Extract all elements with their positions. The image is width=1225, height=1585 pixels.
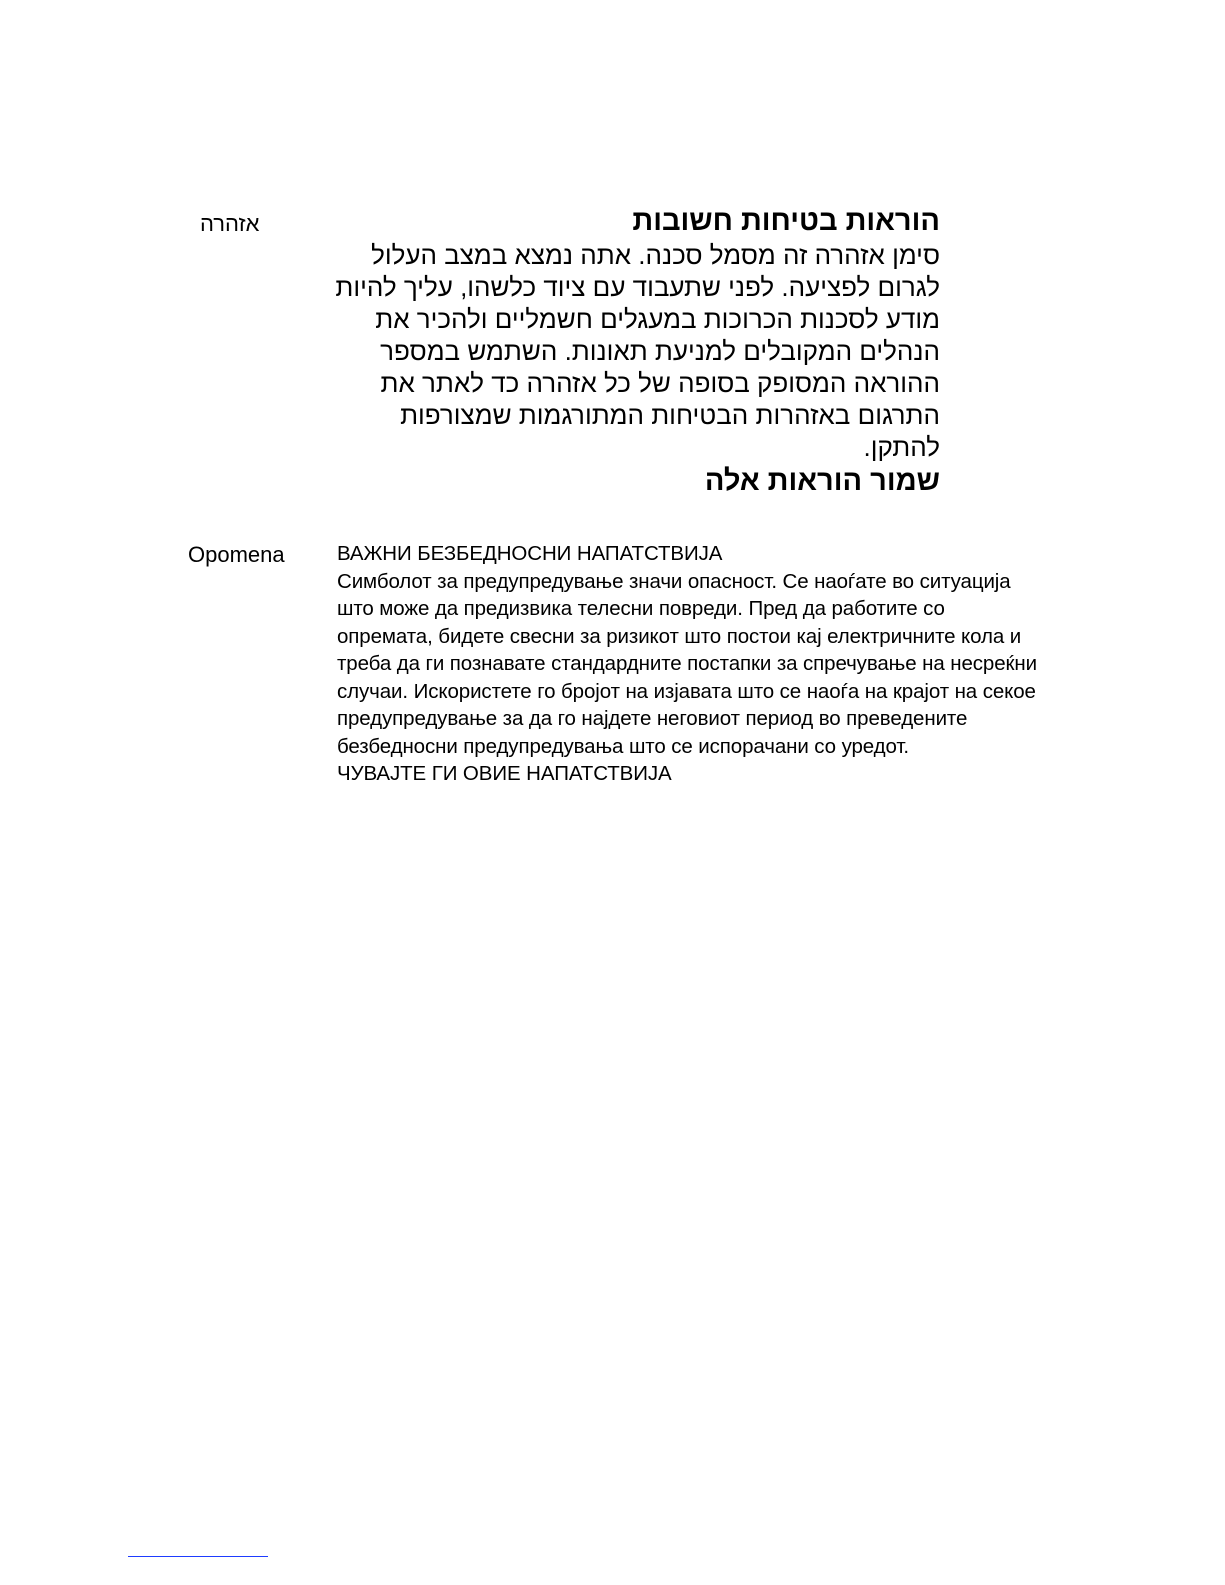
hebrew-body-line: מודע לסכנות הכרוכות במעגלים חשמליים ולהכיר את xyxy=(375,304,940,334)
macedonian-title: ВАЖНИ БЕЗБЕДНОСНИ НАПАТСТВИЈА xyxy=(337,542,723,565)
hebrew-body-line: לגרום לפציעה. לפני שתעבוד עם ציוד כלשהו, עליך להיות xyxy=(335,272,940,302)
macedonian-body-line: треба да ги познавате стандардните постапки за спречување на несреќни xyxy=(337,652,1037,675)
hebrew-save-instructions: שמור הוראות אלה xyxy=(704,465,940,497)
macedonian-body-line: опремата, бидете свесни за ризикот што постои кај електричните кола и xyxy=(337,624,1022,648)
hebrew-body-line: התרגום באזהרות הבטיחות המתורגמות שמצורפות xyxy=(400,400,940,430)
macedonian-body-line: безбедносни предупредувања што се испорачани со уредот. xyxy=(337,734,909,758)
hebrew-body-line: להתקן. xyxy=(863,432,940,462)
hebrew-title: הוראות בטיחות חשובות xyxy=(632,205,940,237)
warning-label-macedonian: Opomena xyxy=(188,542,285,567)
hebrew-body-line: הנהלים המקובלים למניעת תאונות. השתמש במספר xyxy=(380,336,940,366)
macedonian-body-line: што може да предизвика телесни повреди. Пред да работите со xyxy=(337,597,945,620)
macedonian-body-line: случаи. Искористете го бројот на изјавата што се наоѓа на крајот на секое xyxy=(337,679,1036,703)
warning-label-hebrew: אזהרה xyxy=(200,211,260,236)
macedonian-body-line: Симболот за предупредување значи опасност. Се наоѓате во ситуација xyxy=(337,569,1011,593)
hebrew-body-line: סימן אזהרה זה מסמל סכנה. אתה נמצא במצב העלול xyxy=(371,240,940,270)
macedonian-body-line: предупредување за да го најдете неговиот период во преведените xyxy=(337,707,968,730)
hebrew-warning-block xyxy=(325,203,940,499)
footnote-divider xyxy=(128,1556,268,1557)
macedonian-save-instructions: ЧУВАЈТЕ ГИ ОВИЕ НАПАТСТВИЈА xyxy=(337,762,672,785)
macedonian-warning-block xyxy=(337,540,1137,788)
hebrew-body-line: ההוראה המסופק בסופה של כל אזהרה כד לאתר את xyxy=(380,368,940,398)
